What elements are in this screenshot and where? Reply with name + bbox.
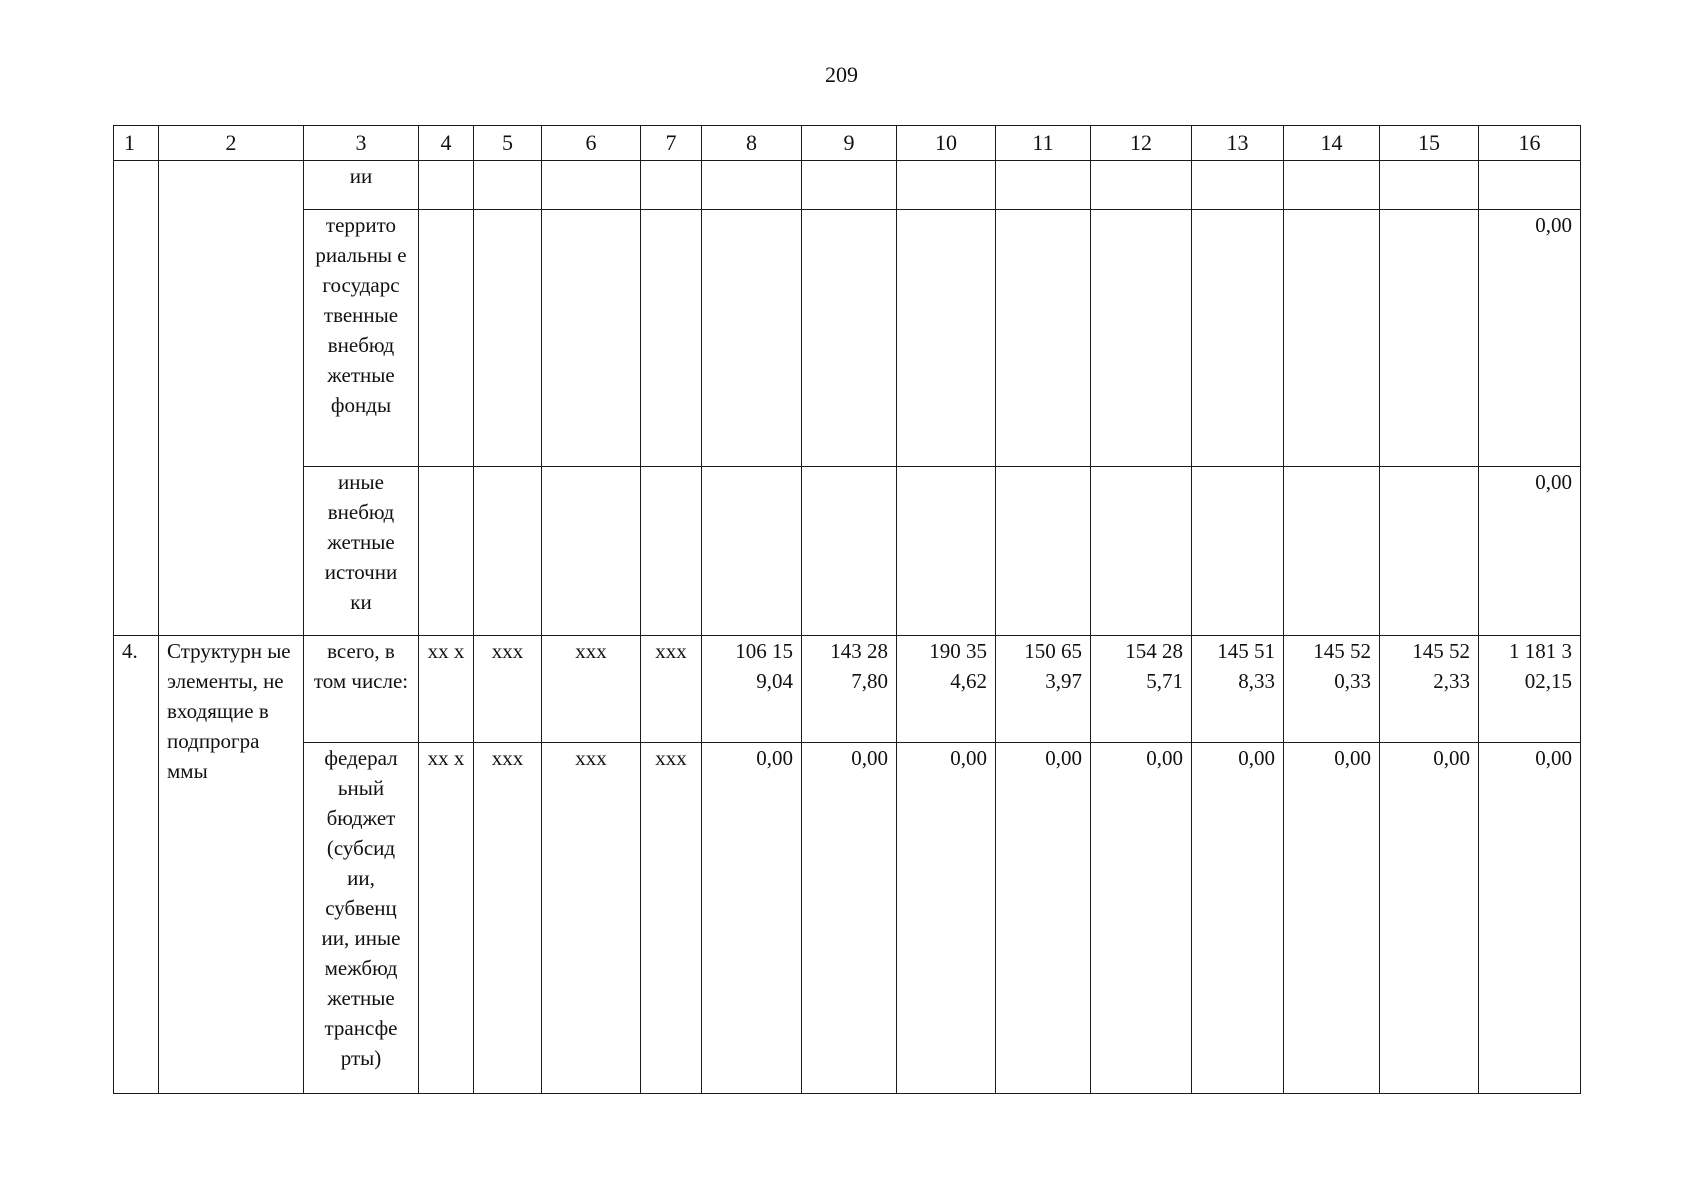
code-cell: xxx (542, 636, 641, 743)
total-cell: 0,00 (1479, 210, 1581, 467)
empty-index-cell (114, 161, 159, 636)
amount-cell: 0,00 (1091, 743, 1192, 1094)
row-index: 4. (114, 636, 159, 1094)
col-header: 6 (542, 126, 641, 161)
budget-table (113, 125, 1581, 1094)
funding-source: террито риальны е государс твенные внебюд жетные фонды (304, 210, 419, 467)
col-header: 1 (114, 126, 159, 161)
col-header: 10 (897, 126, 996, 161)
col-header: 9 (802, 126, 897, 161)
col-header: 14 (1284, 126, 1380, 161)
col-header: 15 (1380, 126, 1479, 161)
code-cell: xxx (542, 743, 641, 1094)
amount-cell: 145 52 2,33 (1380, 636, 1479, 743)
col-header: 16 (1479, 126, 1581, 161)
total-cell (1479, 161, 1581, 210)
amount-cell: 0,00 (1192, 743, 1284, 1094)
amount-cell: 190 35 4,62 (897, 636, 996, 743)
funding-source: иные внебюд жетные источни ки (304, 467, 419, 636)
empty-name-cell (159, 161, 304, 636)
col-header: 4 (419, 126, 474, 161)
amount-cell: 0,00 (802, 743, 897, 1094)
code-cell: xx x (419, 743, 474, 1094)
total-cell: 0,00 (1479, 467, 1581, 636)
amount-cell: 154 28 5,71 (1091, 636, 1192, 743)
element-name: Структурн ые элементы, не входящие в подпрогра ммы (159, 636, 304, 1094)
amount-cell: 0,00 (996, 743, 1091, 1094)
funding-source: всего, в том числе: (304, 636, 419, 743)
funding-source: федерал ьный бюджет (субсид ии, субвенц ии, иные межбюд жетные трансфе рты) (304, 743, 419, 1094)
table-row (114, 743, 1581, 1094)
code-cell: xxx (641, 636, 702, 743)
amount-cell: 0,00 (702, 743, 802, 1094)
table-row (114, 467, 1581, 636)
total-cell: 1 181 3 02,15 (1479, 636, 1581, 743)
amount-cell: 0,00 (897, 743, 996, 1094)
col-header: 3 (304, 126, 419, 161)
funding-source: ии (304, 161, 419, 210)
code-cell: xxx (474, 743, 542, 1094)
col-header: 2 (159, 126, 304, 161)
page-number: 209 (825, 62, 858, 87)
table-row (114, 636, 1581, 743)
header-row (114, 126, 1581, 161)
col-header: 12 (1091, 126, 1192, 161)
amount-cell: 106 15 9,04 (702, 636, 802, 743)
col-header: 8 (702, 126, 802, 161)
amount-cell: 0,00 (1284, 743, 1380, 1094)
total-cell: 0,00 (1479, 743, 1581, 1094)
col-header: 7 (641, 126, 702, 161)
amount-cell: 150 65 3,97 (996, 636, 1091, 743)
amount-cell: 143 28 7,80 (802, 636, 897, 743)
table-row (114, 161, 1581, 210)
table-row (114, 210, 1581, 467)
col-header: 13 (1192, 126, 1284, 161)
amount-cell: 145 52 0,33 (1284, 636, 1380, 743)
amount-cell: 145 51 8,33 (1192, 636, 1284, 743)
code-cell: xxx (474, 636, 542, 743)
amount-cell: 0,00 (1380, 743, 1479, 1094)
code-cell: xxx (641, 743, 702, 1094)
code-cell: xx x (419, 636, 474, 743)
col-header: 11 (996, 126, 1091, 161)
col-header: 5 (474, 126, 542, 161)
